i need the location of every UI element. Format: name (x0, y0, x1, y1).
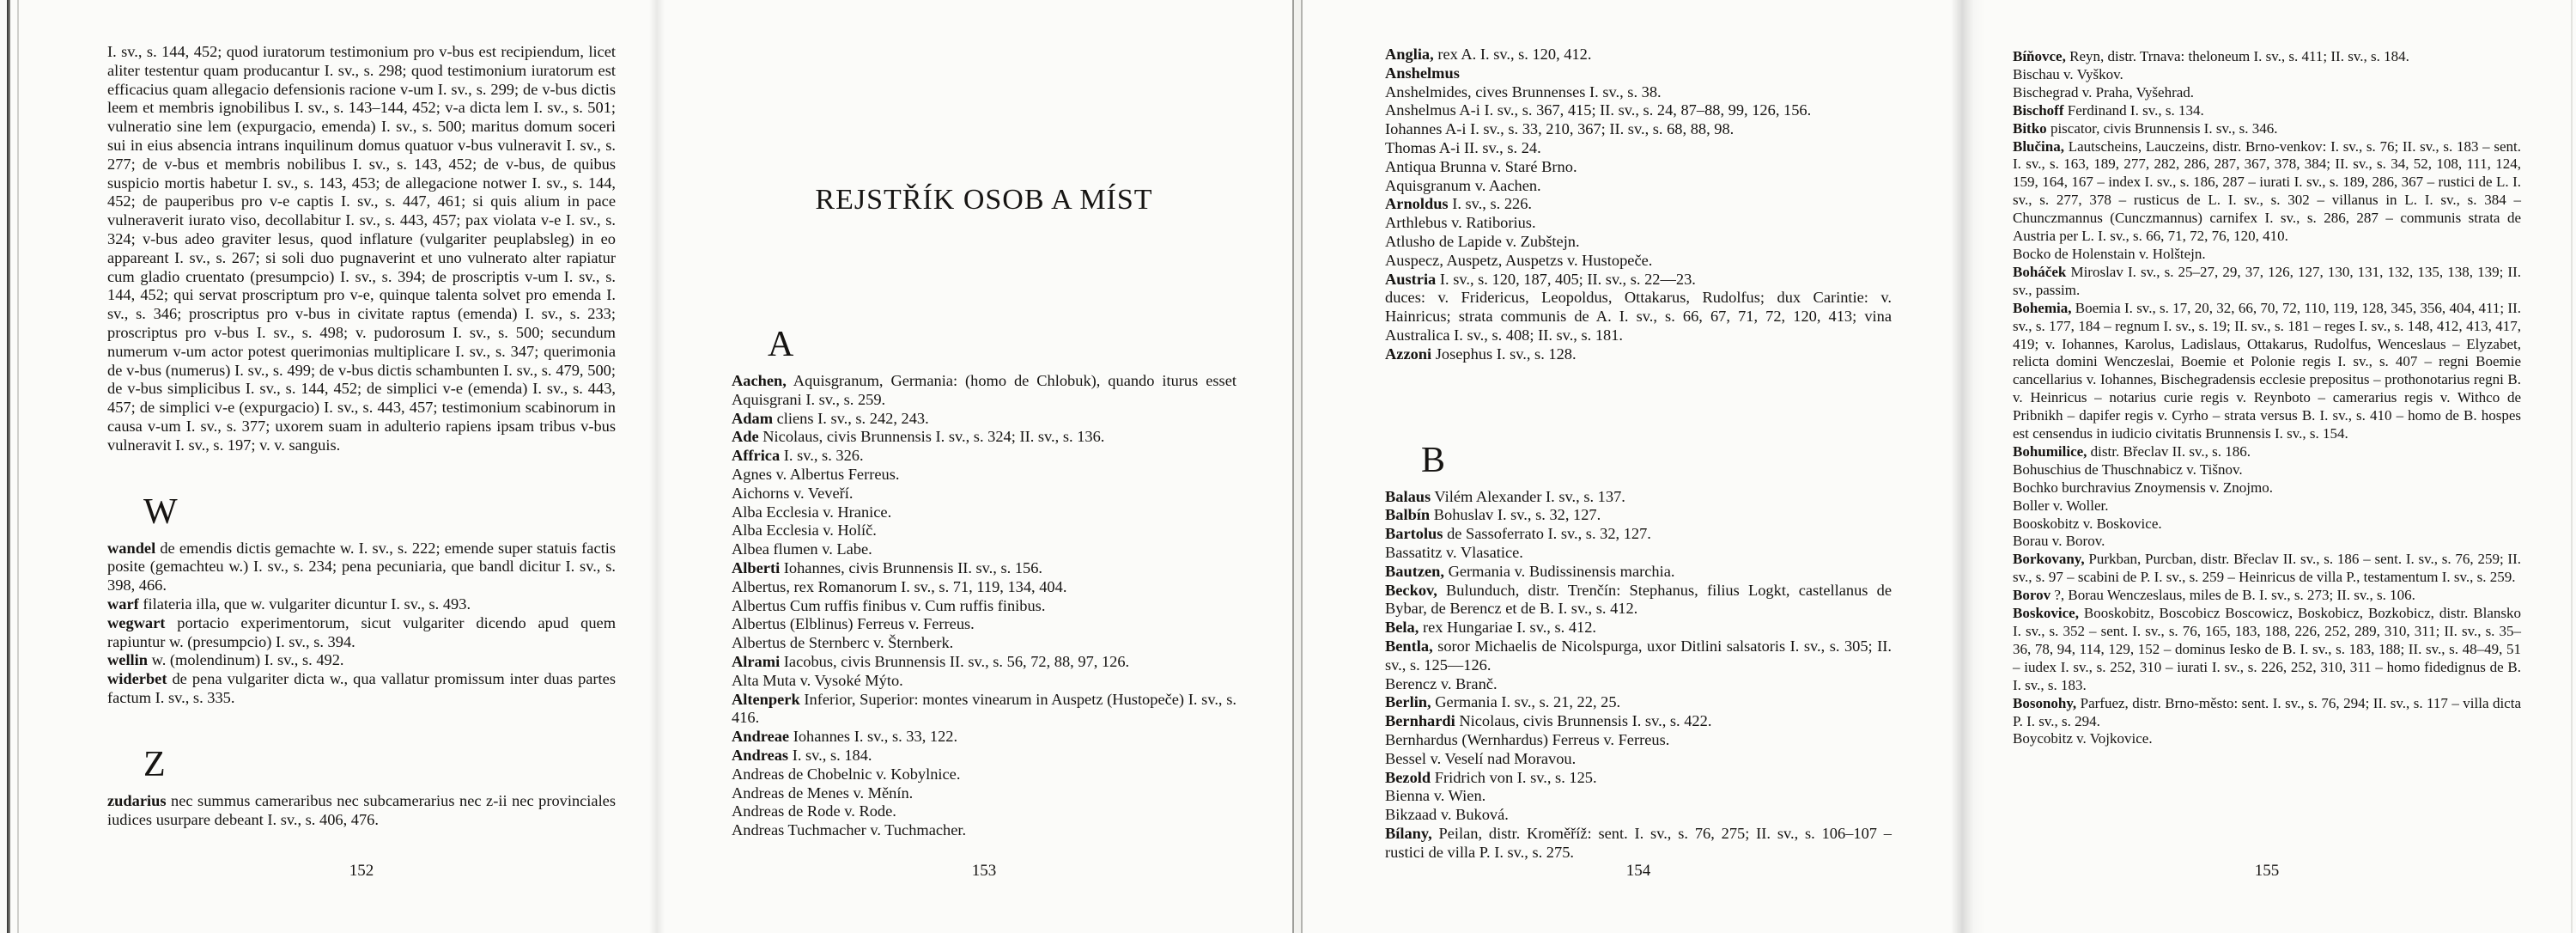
index-entry (2013, 246, 2521, 264)
entry-headword: Bezold (1385, 768, 1431, 786)
page-153 (732, 0, 1236, 933)
index-entry (732, 691, 1236, 729)
index-entry (732, 728, 1236, 747)
entry-text: Albertus Cum ruffis finibus v. Cum ruffis finibus. (732, 596, 1046, 614)
index-entry (2013, 461, 2521, 479)
section-letter-heading: A (768, 325, 794, 364)
index-entry (1385, 806, 1892, 825)
index-entry (1385, 289, 1892, 345)
index-entry (2013, 48, 2521, 66)
index-entry (1385, 750, 1892, 769)
index-entry (1385, 769, 1892, 788)
index-entry (732, 578, 1236, 597)
entry-headword: widerbet (107, 670, 167, 688)
entry-text: I. sv., s. 226. (1452, 195, 1533, 213)
entry-text: Arthlebus v. Ratiborius. (1385, 214, 1536, 232)
entry-text: Ferdinand I. sv., s. 134. (2067, 101, 2204, 119)
index-entry (2013, 730, 2521, 748)
index-entry (2013, 443, 2521, 461)
index-entry (1385, 252, 1892, 271)
scan-left-edge-faint-line (17, 0, 19, 933)
index-entry (732, 521, 1236, 540)
page-fold-shadow-152-153 (649, 0, 665, 933)
entry-text: Booskobitz v. Boskovice. (2013, 515, 2162, 532)
index-entry (2013, 479, 2521, 497)
index-title: REJSTŘÍK OSOB A MÍST (815, 184, 1153, 216)
index-entry (732, 597, 1236, 616)
index-entry (2013, 84, 2521, 102)
scan-junction-gap (1294, 0, 1301, 933)
section-letter-heading: W (143, 491, 178, 532)
entry-headword: Bischoff (2013, 101, 2064, 119)
scan-junction-line-left (1292, 0, 1294, 933)
entry-headword: Altenperk (732, 690, 800, 708)
index-entry (732, 821, 1236, 840)
index-entry (1385, 619, 1892, 637)
index-entry (1385, 506, 1892, 525)
entry-text: Bulunduch, distr. Trenčín: Stephanus, filius Logkt, castellanus de Bybar, de Berencz et de B. I. sv., s. 412. (1385, 581, 1892, 618)
entry-text: Vilém Alexander I. sv., s. 137. (1434, 487, 1625, 505)
index-entry (732, 634, 1236, 653)
index-entry (732, 802, 1236, 821)
entry-text: Albea flumen v. Labe. (732, 540, 872, 558)
entry-headword: Bela, (1385, 619, 1419, 637)
entry-text: duces: v. Fridericus, Leopoldus, Ottakarus, Rudolfus; dux Carintie: v. Hainricus; strata communis de A. I. sv., s. 66, 67, 71, 72, 120, 413; vina Australica I. sv., s. 408; II. sv., s. 181. (1385, 289, 1892, 344)
page-number: 152 (349, 862, 374, 880)
entry-headword: Bernhardi (1385, 712, 1455, 730)
entry-text: Antiqua Brunna v. Staré Brno. (1385, 157, 1577, 175)
index-entry (1385, 675, 1892, 694)
index-entry (107, 670, 616, 708)
entry-text: Iacobus, civis Brunnensis II. sv., s. 56, 72, 88, 97, 126. (783, 652, 1130, 670)
entry-text: Boller v. Woller. (2013, 497, 2109, 514)
index-entry (107, 614, 616, 652)
index-entry (2013, 102, 2521, 120)
index-entry (732, 428, 1236, 447)
entry-text: Aquisgranum v. Aachen. (1385, 176, 1541, 194)
entry-text: Iohannes I. sv., s. 33, 122. (793, 728, 958, 746)
index-entry (1385, 195, 1892, 214)
index-entry (2013, 551, 2521, 587)
entry-headword: Blučina, (2013, 137, 2064, 155)
section-letter-heading: Z (143, 744, 166, 784)
index-entry (1385, 544, 1892, 563)
entry-headword: Alberti (732, 558, 781, 576)
entry-headword: Anshelmus (1385, 64, 1460, 82)
entry-text: filateria illa, que w. vulgariter dicuntur I. sv., s. 493. (143, 595, 471, 613)
index-entry (1385, 825, 1892, 863)
index-entry (732, 672, 1236, 691)
page-155-content (2013, 0, 2521, 748)
entry-text: Thomas A-i II. sv., s. 24. (1385, 138, 1541, 156)
entry-text: Bassatitz v. Vlasatice. (1385, 543, 1523, 561)
entry-text: Alta Muta v. Vysoké Mýto. (732, 671, 903, 689)
entry-text: Atlusho de Lapide v. Zubštejn. (1385, 232, 1580, 250)
entry-headword: Boháček (2013, 263, 2067, 280)
entry-text: Booskobitz, Boscobicz Boscowicz, Boskobicz, Bozkobicz, distr. Blansko I. sv., s. 352 – sent. I. sv., s. 76, 165, 183, 188, 226, 252, 289, 310, 311; II. sv., s. 35–36, 78, 94, 114, 129, 152 – dominus Iesko de B. I. sv., s. 183, 188; II. sv., s. 48–49, 51 – iudex I. sv., s. 252, 310 – iurati I. sv., s. 226, 252, 310, 311 – homo fidedignus de B. I. sv., s. 183. (2013, 605, 2522, 693)
entry-text: Berencz v. Branč. (1385, 674, 1498, 692)
index-entry (732, 747, 1236, 765)
entry-headword: Balaus (1385, 487, 1431, 505)
entry-text: Bocko de Holenstain v. Holštejn. (2013, 245, 2206, 262)
entry-text: Lautscheins, Lauczeins, distr. Brno-venkov: I. sv., s. 76; II. sv., s. 183 – sent. I. sv., s. 163, 189, 277, 282, 286, 287, 367, 378, 384; II. sv., s. 34, 52, 108, 111, 124, 159, 164, 167 – index I. sv., s. 186, 287 – iurati I. sv., s. 189, 286, 367 – rustici de L. I. sv., s. 277, 378 – rusticus de L. I. sv., s. 302 – villanus in L. I. sv., s. 384 – Chunczmannus (Cunczmannus) carnifex I. sv., s. 286, 287 – communis strata de Austria per L. I. sv., s. 66, 71, 72, 76, 120, 410. (2013, 137, 2521, 245)
entry-text: Bernhardus (Wernhardus) Ferreus v. Ferreus. (1385, 730, 1670, 748)
section-letter-heading: B (1421, 440, 1446, 480)
entry-headword: Bitko (2013, 119, 2047, 137)
entry-text: Germania I. sv., s. 21, 22, 25. (1435, 693, 1621, 711)
entry-text: Agnes v. Albertus Ferreus. (732, 465, 900, 483)
entry-text: Purkban, Purcban, distr. Břeclav II. sv., s. 186 – sent. I. sv., s. 76, 259; II. sv., s. 97 – scabini de P. I. sv., s. 259 – Heinricus de villa P., testamentum I. sv., s. 259. (2013, 551, 2521, 586)
index-entry (1385, 563, 1892, 582)
entry-headword: Andreae (732, 728, 790, 746)
page-number: 153 (971, 862, 997, 880)
index-continuation-paragraph: I. sv., s. 144, 452; quod iuratorum testimonium pro v-bus est recipiendum, licet aliter testentur quam producantur I. sv., s. 298; quod testimonium iuratorum est efficacius quam allegacio defensionis racione v-um I. sv., s. 299; de v-bus dictis leem et membris ignobilibus I. sv., s. 143–144, 452; v-a dicta lem I. sv., s. 501; vulneratio sine lem (expurgacio, emenda) I. sv., s. 500; maritus domum soceri sui in eius absencia intrans inquilinum domus quatuor v-bus vulneravit I. sv., s. 277; de v-bus et membris nobilibus I. sv., s. 143, 452; de v-bus, de quibus suspicio mortis habetur I. sv., s. 143, 453; de allegacione notwer I. sv., s. 144, 452; de pauperibus pro v-e captis I. sv., s. 447, 461; si quis alium in pace vulneraverit iurato viso, decollabitur I. sv., s. 443, 457; pax violata v-e I. sv., s. 324; v-bus adeo graviter lesus, quod inflature (vulgariter peuplabsleg) in eo appareant I. sv., s. 267; si soli duo pugnaverint et uno vulnerato alter rapiatur cum gladio cruentato (presumpcio) I. sv., s. 394; de proscriptis v-um I. sv., s. 144, 452; qui servat proscriptum pro v-e, quinque talenta solvet pro emenda I. sv., s. 346; proscriptus pro v-bus in civitate raptus (emenda) I. sv., s. 233; proscriptus pro v-bus I. sv., s. 498; v. pudorosum I. sv., s. 500; secundum numerum v-um actor potest querimonias multiplicare I. sv., s. 347; querimonia de v-bus (numerus) I. sv., s. 499; de v-bus dictis schambunten I. sv., s. 479, 500; de v-bus simplicibus I. sv., s. 144, 452; de simplici v-e (emenda) I. sv., s. 443, 457; de simplici v-e (expurgacio) I. sv., s. 443, 457; testimonium scabinorum in causa v-um I. sv., s. 377; uxorem suam in adulterio rapiens ipsam tribus v-bus vulneravit I. sv., s. 197; v. v. sanguis. (107, 43, 616, 454)
index-entry (732, 447, 1236, 466)
index-entry (732, 559, 1236, 578)
index-entry (1385, 233, 1892, 252)
entry-text: I. sv., s. 326. (783, 447, 864, 465)
entry-headword: Bílany, (1385, 824, 1432, 842)
index-entry (1385, 787, 1892, 806)
entry-text: Anshelmides, cives Brunnenses I. sv., s. 38. (1385, 82, 1662, 101)
index-entry (2013, 695, 2521, 731)
entry-text: Reyn, distr. Trnava: theloneum I. sv., s. 411; II. sv., s. 184. (2069, 48, 2409, 64)
entry-text: Alba Ecclesia v. Holíč. (732, 521, 877, 540)
index-entry (1385, 525, 1892, 544)
page-155 (2013, 0, 2521, 933)
entry-headword: wandel (107, 539, 156, 557)
entry-headword: Bíňovce, (2013, 48, 2066, 64)
entry-headword: Berlin, (1385, 693, 1431, 711)
entry-text: Boemia I. sv., s. 17, 20, 32, 66, 70, 72, 110, 119, 128, 345, 356, 404, 411; II. sv., s. 177, 184 – regnum I. sv., s. 19; II. sv., s. 181 – reges I. sv., s. 148, 412, 413, 417, 419; v. Iohannes, Karolus, Ladislaus, Ottakarus, Rudolfus, Wenceslaus – Elyzabet, relicta domini Wenczeslai, Boemie et Polonie regis I. sv., s. 407 – regni Boemie cancellarius v. Iohannes, Bischegradensis ecclesie prepositus – prothonotarius regni B. v. Heinricus – notarius curie regis v. Reynboto – camerarius regis v. Withco de Pribnikh – dapifer regis v. Cyrho – strata versus B. I. sv., s. 410 – homo de B. hospes est censendus in iudicio civitatis Brunnensis I. sv., s. 154. (2013, 299, 2521, 442)
scan-right-edge-faint-line (2571, 0, 2573, 933)
entry-headword: Borkovany, (2013, 551, 2085, 568)
entry-text: Iohannes, civis Brunnensis II. sv., s. 156. (783, 558, 1042, 576)
page-154-content (1385, 0, 1892, 862)
index-entry (2013, 138, 2521, 246)
index-entry (732, 540, 1236, 559)
index-entry (2013, 587, 2521, 605)
entry-headword: Anglia, (1385, 46, 1434, 63)
index-entry (1385, 693, 1892, 712)
index-entry (732, 615, 1236, 634)
entry-text: distr. Břeclav II. sv., s. 186. (2090, 442, 2251, 460)
entry-text: Germania v. Budissinensis marchia. (1448, 562, 1675, 580)
index-entry (1385, 488, 1892, 507)
entry-headword: Adam (732, 409, 774, 427)
entry-headword: Bosonohy, (2013, 694, 2077, 711)
entry-text: cliens I. sv., s. 242, 243. (776, 409, 929, 427)
index-entry (1385, 637, 1892, 675)
entry-text: Albertus (Elblinus) Ferreus v. Ferreus. (732, 615, 975, 633)
entry-text: Parfuez, distr. Brno-město: sent. I. sv., s. 76, 294; II. sv., s. 117 – villa dicta P. I. sv., s. 294. (2013, 694, 2521, 729)
entry-text: de Sassoferrato I. sv., s. 32, 127. (1447, 525, 1651, 543)
index-entry (107, 792, 616, 830)
entry-text: piscator, civis Brunnensis I. sv., s. 346. (2050, 119, 2278, 137)
entry-headword: Boskovice, (2013, 605, 2079, 622)
entry-text: Bikzaad v. Buková. (1385, 806, 1509, 824)
entry-text: Auspecz, Auspetz, Auspetzs v. Hustopeče. (1385, 251, 1653, 269)
entry-text: ?, Borau Wenczeslaus, miles de B. I. sv., s. 273; II. sv., s. 106. (2054, 587, 2415, 604)
index-entry (732, 485, 1236, 503)
entry-text: Aichorns v. Veveří. (732, 484, 854, 502)
entry-text: Alba Ecclesia v. Hranice. (732, 503, 892, 521)
entry-text: Bohuschius de Thuschnabicz v. Tišnov. (2013, 460, 2243, 478)
page-fold-shadow-154-155 (1951, 0, 1985, 933)
page-152 (107, 0, 616, 933)
index-entry (2013, 605, 2521, 695)
entry-headword: Arnoldus (1385, 195, 1449, 213)
index-entry (1385, 712, 1892, 731)
index-entry (732, 410, 1236, 429)
entry-text: rex A. I. sv., s. 120, 412. (1437, 46, 1592, 63)
entry-headword: wellin (107, 651, 149, 669)
page-152-content (107, 0, 616, 829)
index-entry (1385, 214, 1892, 233)
entry-text: soror Michaelis de Nicolspurga, uxor Ditlini salsatoris I. sv., s. 305; II. sv., s. 125—126. (1385, 637, 1892, 674)
entry-headword: Bautzen, (1385, 562, 1444, 580)
index-entry (2013, 300, 2521, 443)
entry-text: Inferior, Superior: montes vinearum in Auspetz (Hustopeče) I. sv., s. 416. (732, 690, 1236, 727)
entry-headword: Ade (732, 428, 759, 446)
index-entry (107, 651, 616, 670)
entry-text: Bischau v. Vyškov. (2013, 65, 2123, 82)
entry-text: Borau v. Borov. (2013, 533, 2105, 550)
entry-headword: Austria (1385, 270, 1437, 288)
index-entry (1385, 177, 1892, 196)
entry-text: de pena vulgariter dicta w., qua vallatur promissum inter duas partes factum I. sv., s. 335. (107, 670, 616, 706)
index-entry (2013, 66, 2521, 84)
entry-text: nec summus cameraribus nec subcamerarius nec z-ii nec provinciales iudices usurpare debeant I. sv., s. 406, 476. (107, 791, 616, 828)
entry-text: Peilan, distr. Kroměříž: sent. I. sv., s. 76, 275; II. sv., s. 106–107 – rustici de villa P. I. sv., s. 275. (1385, 824, 1893, 861)
entry-text: Andreas de Menes v. Měnín. (732, 784, 914, 802)
entry-text: Bischegrad v. Praha, Vyšehrad. (2013, 83, 2195, 101)
scan-junction-line-right (1301, 0, 1303, 933)
index-entry (107, 595, 616, 614)
index-entry (1385, 120, 1892, 139)
entry-headword: Balbín (1385, 506, 1431, 524)
entry-text: Albertus de Sternberc v. Šternberk. (732, 634, 954, 652)
entry-headword: Andreas (732, 746, 789, 764)
entry-headword: Azzoni (1385, 345, 1432, 363)
entry-text: Aquisgranum, Germania: (homo de Chlobuk), quando iturus esset Aquisgrani I. sv., s. 259. (732, 372, 1236, 408)
entry-text: Miroslav I. sv., s. 25–27, 29, 37, 126, 127, 130, 131, 132, 135, 138, 139; II. sv., passim. (2013, 263, 2522, 298)
entry-headword: Aachen, (732, 372, 787, 389)
index-entry (732, 372, 1236, 410)
entry-headword: Bentla, (1385, 637, 1433, 655)
index-entry (1385, 345, 1892, 364)
entry-headword: Beckov, (1385, 581, 1437, 599)
entry-text: Bochko burchravius Znoymensis v. Znojmo. (2013, 479, 2273, 496)
entry-headword: zudarius (107, 791, 167, 809)
entry-text: Bohuslav I. sv., s. 32, 127. (1433, 506, 1601, 524)
page-154 (1385, 0, 1892, 933)
page-153-content (732, 0, 1236, 840)
index-entry (107, 540, 616, 595)
entry-text: I. sv., s. 184. (792, 746, 872, 764)
entry-headword: wegwart (107, 613, 166, 631)
entry-headword: Borov (2013, 587, 2051, 604)
entry-headword: Bohumilice, (2013, 442, 2087, 460)
entry-text: de emendis dictis gemachte w. I. sv., s. 222; emende super statuis factis posite (gemachteu w.) I. sv., s. 234; pena pecuniaria, que bandl dicitur I. sv., s. 398, 466. (107, 539, 616, 595)
index-entry (1385, 101, 1892, 120)
entry-text: Iohannes A-i I. sv., s. 33, 210, 367; II. sv., s. 68, 88, 98. (1385, 120, 1735, 138)
entry-headword: Bohemia, (2013, 299, 2072, 316)
entry-text: Bessel v. Veselí nad Moravou. (1385, 749, 1577, 767)
index-entry (2013, 264, 2521, 300)
entry-text: w. (molendinum) I. sv., s. 492. (151, 651, 344, 669)
entry-text: Fridrich von I. sv., s. 125. (1434, 768, 1597, 786)
entry-headword: Affrica (732, 447, 781, 465)
index-entry (732, 653, 1236, 672)
index-entry (1385, 158, 1892, 177)
index-entry (2013, 515, 2521, 534)
entry-headword: Alrami (732, 652, 781, 670)
index-entry (1385, 46, 1892, 64)
entry-text: Andreas de Chobelnic v. Kobylnice. (732, 765, 961, 783)
entry-headword: Bartolus (1385, 525, 1443, 543)
index-entry (1385, 139, 1892, 158)
entry-text: I. sv., s. 120, 187, 405; II. sv., s. 22—23. (1439, 270, 1696, 288)
index-entry (732, 466, 1236, 485)
entry-text: rex Hungariae I. sv., s. 412. (1422, 619, 1597, 637)
entry-text: Nicolaus, civis Brunnensis I. sv., s. 422. (1459, 712, 1712, 730)
scan-left-edge-line (7, 0, 10, 933)
index-entry (2013, 120, 2521, 138)
page-number: 154 (1625, 862, 1651, 880)
entry-text: portacio experimentorum, sicut vulgariter dicendo apud quem rapiuntur w. (presumpcio) I. sv., s. 394. (107, 613, 616, 650)
index-entry (732, 784, 1236, 803)
index-entry (1385, 64, 1892, 83)
entry-text: Nicolaus, civis Brunnensis I. sv., s. 324; II. sv., s. 136. (762, 428, 1105, 446)
entry-text: Anshelmus A-i I. sv., s. 367, 415; II. sv., s. 24, 87–88, 99, 126, 156. (1385, 101, 1812, 119)
index-entry (1385, 731, 1892, 750)
index-entry (732, 765, 1236, 784)
entry-text: Boycobitz v. Vojkovice. (2013, 730, 2153, 747)
entry-text: Bienna v. Wien. (1385, 787, 1486, 805)
index-entry (1385, 582, 1892, 619)
index-entry (2013, 533, 2521, 551)
index-entry (1385, 271, 1892, 290)
entry-headword: warf (107, 595, 139, 613)
entry-text: Albertus, rex Romanorum I. sv., s. 71, 119, 134, 404. (732, 577, 1067, 595)
entry-text: Andreas Tuchmacher v. Tuchmacher. (732, 821, 967, 839)
index-entry (2013, 497, 2521, 515)
entry-text: Josephus I. sv., s. 128. (1435, 345, 1577, 363)
index-entry (732, 503, 1236, 522)
entry-text: Andreas de Rode v. Rode. (732, 802, 896, 820)
page-number: 155 (2254, 862, 2280, 880)
index-entry (1385, 83, 1892, 102)
